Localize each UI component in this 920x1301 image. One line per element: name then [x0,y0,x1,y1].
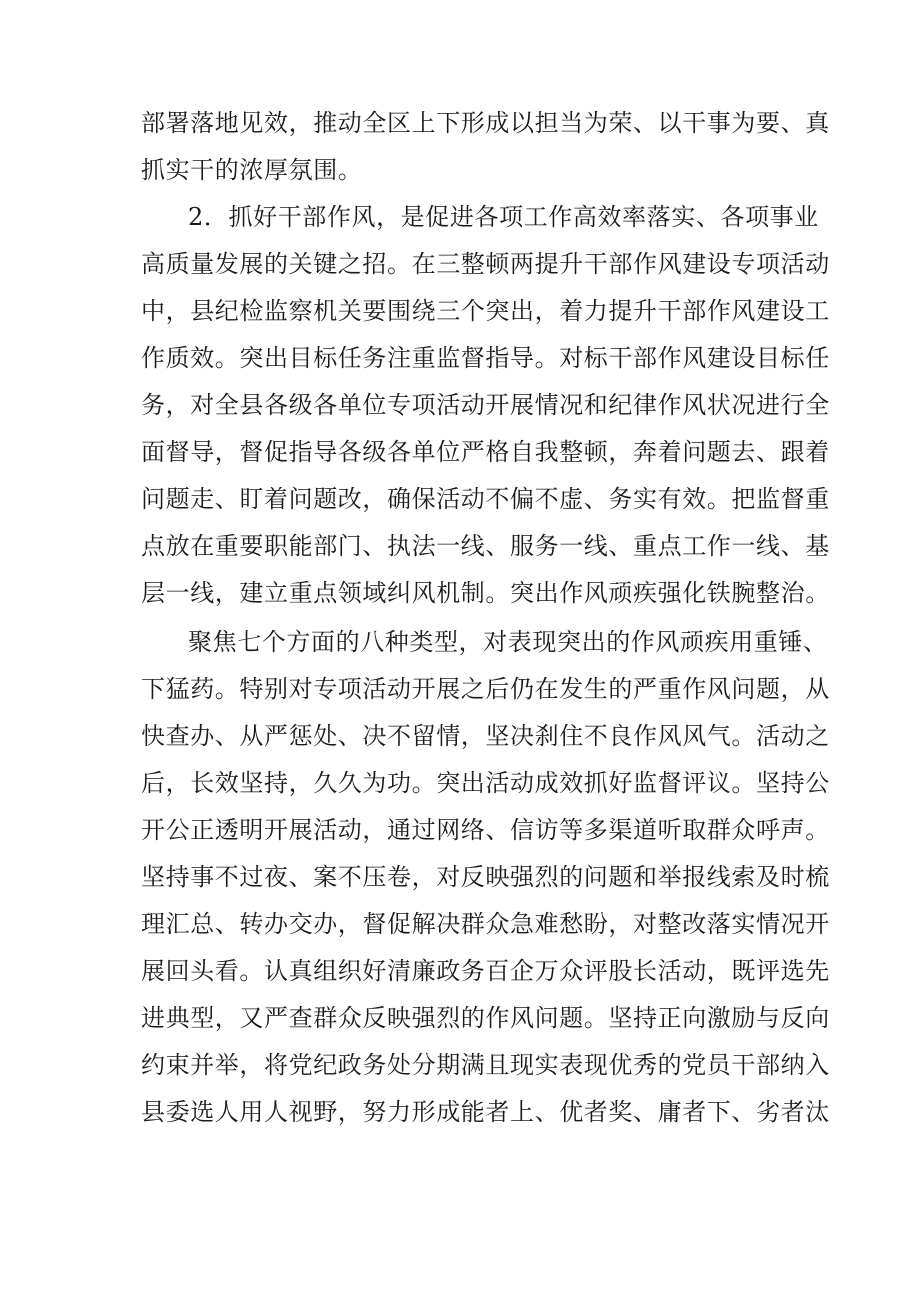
text-line: 展回头看。认真组织好清廉政务百企万众评股长活动，既评选先 [141,957,830,985]
text-line: 作质效。突出目标任务注重监督指导。对标干部作风建设目标任 [141,344,830,372]
text-line: 高质量发展的关键之招。在三整顿两提升干部作风建设专项活动 [141,250,830,278]
text-line: 后，长效坚持，久久为功。突出活动成效抓好监督评议。坚持公 [141,769,830,797]
text-line: 抓实干的浓厚氛围。 [141,156,363,184]
text-line: 面督导，督促指导各级各单位严格自我整顿，奔着问题去、跟着 [141,438,830,466]
text-line: 点放在重要职能部门、执法一线、服务一线、重点工作一线、基 [141,532,830,560]
text-line: 进典型，又严查群众反映强烈的作风问题。坚持正向激励与反向 [141,1004,830,1032]
text-line: 开公正透明开展活动，通过网络、信访等多渠道听取群众呼声。 [141,816,830,844]
text-line: 聚焦七个方面的八种类型，对表现突出的作风顽疾用重锤、 [188,628,828,656]
text-line: 问题走、盯着问题改，确保活动不偏不虚、务实有效。把监督重 [141,485,830,513]
text-line: 层一线，建立重点领域纠风机制。突出作风顽疾强化铁腕整治。 [141,579,830,607]
text-line: 坚持事不过夜、案不压卷，对反映强烈的问题和举报线索及时梳 [141,863,830,891]
text-line: 务，对全县各级各单位专项活动开展情况和纪律作风状况进行全 [141,391,830,419]
text-line: 下猛药。特别对专项活动开展之后仍在发生的严重作风问题，从 [141,675,830,703]
text-line: 中，县纪检监察机关要围绕三个突出，着力提升干部作风建设工 [141,297,830,325]
text-line: 2．抓好干部作风，是促进各项工作高效率落实、各项事业 [188,203,819,231]
text-line: 县委选人用人视野，努力形成能者上、优者奖、庸者下、劣者汰 [141,1098,830,1126]
text-line: 理汇总、转办交办，督促解决群众急难愁盼，对整改落实情况开 [141,910,830,938]
text-line: 部署落地见效，推动全区上下形成以担当为荣、以干事为要、真 [141,109,830,137]
text-line: 快查办、从严惩处、决不留情，坚决刹住不良作风风气。活动之 [141,722,830,750]
text-line: 约束并举，将党纪政务处分期满且现实表现优秀的党员干部纳入 [141,1051,830,1079]
